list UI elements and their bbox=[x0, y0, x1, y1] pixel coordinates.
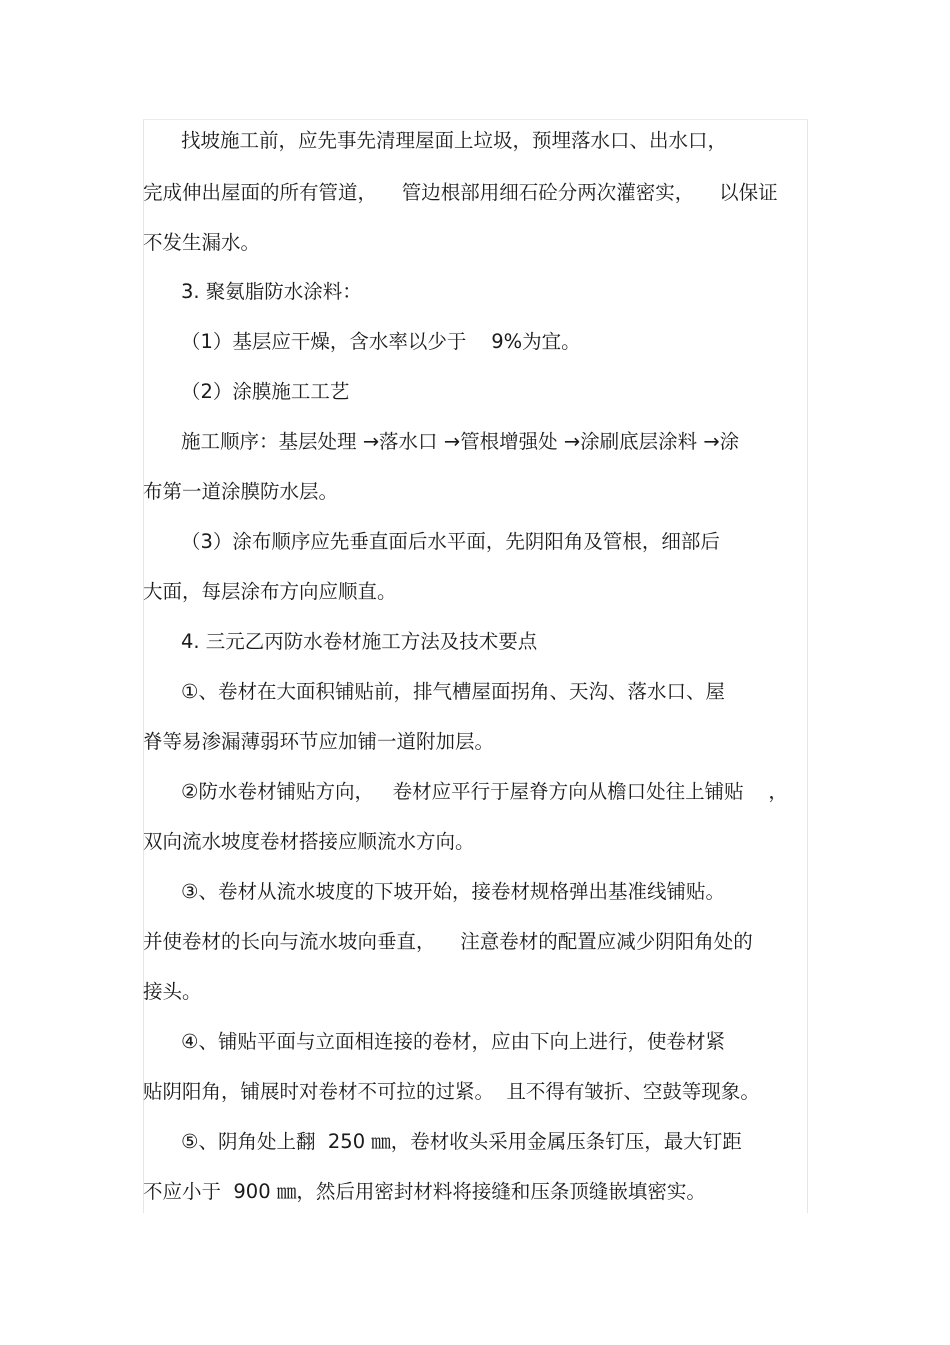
text-line-6: （2）涂膜施工工艺 bbox=[181, 380, 350, 403]
text-line-12: ①、卷材在大面积铺贴前，排气槽屋面拐角、天沟、落水口、屋 bbox=[181, 680, 725, 703]
text-line-16: ③、卷材从流水坡度的下坡开始，接卷材规格弹出基准线铺贴。 bbox=[181, 880, 725, 903]
text-line-21: ⑤、阴角处上翻 250 ㎜，卷材收头采用金属压条钉压，最大钉距 bbox=[181, 1130, 742, 1153]
text-line-9: （3）涂布顺序应先垂直面后水平面，先阴阳角及管根，细部后 bbox=[181, 530, 720, 553]
text-line-18: 接头。 bbox=[143, 980, 202, 1003]
text-line-8: 布第一道涂膜防水层。 bbox=[143, 480, 339, 503]
text-line-15: 双向流水坡度卷材搭接应顺流水方向。 bbox=[143, 830, 475, 853]
text-line-3: 不发生漏水。 bbox=[143, 231, 261, 254]
text-line-2: 完成伸出屋面的所有管道， 管边根部用细石砼分两次灌密实， 以保证 bbox=[143, 181, 778, 204]
text-line-5: （1）基层应干燥，含水率以少于 9%为宜。 bbox=[181, 330, 581, 353]
section-heading-4: 4. 三元乙丙防水卷材施工方法及技术要点 bbox=[181, 630, 538, 653]
text-line-1: 找坡施工前，应先事先清理屋面上垃圾，预埋落水口、出水口， bbox=[181, 129, 728, 152]
text-line-7: 施工顺序：基层处理 →落水口 →管根增强处 →涂刷底层涂料 →涂 bbox=[181, 430, 740, 453]
text-line-13: 脊等易渗漏薄弱环节应加铺一道附加层。 bbox=[143, 730, 495, 753]
text-line-19: ④、铺贴平面与立面相连接的卷材，应由下向上进行，使卷材紧 bbox=[181, 1030, 725, 1053]
text-line-20: 贴阴阳角，铺展时对卷材不可拉的过紧。 且不得有皱折、空鼓等现象。 bbox=[143, 1080, 760, 1103]
section-heading-3: 3. 聚氨脂防水涂料： bbox=[181, 280, 362, 303]
text-line-22: 不应小于 900 ㎜，然后用密封材料将接缝和压条顶缝嵌填密实。 bbox=[143, 1180, 706, 1203]
text-line-14: ②防水卷材铺贴方向， 卷材应平行于屋脊方向从檐口处往上铺贴 ， bbox=[181, 780, 788, 803]
text-line-10: 大面，每层涂布方向应顺直。 bbox=[143, 580, 397, 603]
text-line-17: 并使卷材的长向与流水坡向垂直， 注意卷材的配置应减少阴阳角处的 bbox=[143, 930, 753, 953]
